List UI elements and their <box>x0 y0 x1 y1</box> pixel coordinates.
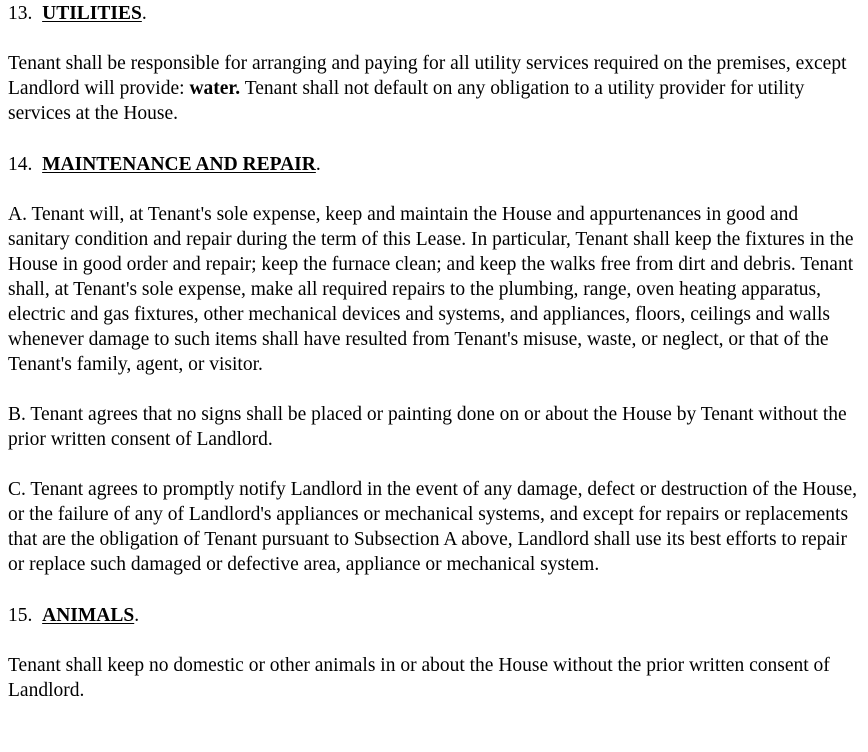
section-13-body-before: Tenant shall be responsible for arranging and paying for all utility services required on the premises, except Landlord will provide: <box>8 53 847 99</box>
section-15-heading <box>8 602 858 628</box>
section-13-body <box>8 51 858 126</box>
section-13-heading <box>8 0 858 26</box>
spacer <box>8 452 858 477</box>
section-14-number: 14. <box>8 154 33 175</box>
section-14-title: MAINTENANCE AND REPAIR <box>42 154 316 175</box>
section-15-title: ANIMALS <box>42 605 135 626</box>
section-15-title-suffix: . <box>134 605 140 626</box>
section-13-body-bold: water. <box>189 78 241 99</box>
section-13-body-after: Tenant shall not default on any obligation to a utility provider for utility services at the House. <box>8 78 805 124</box>
spacer <box>8 377 858 402</box>
section-14-heading <box>8 151 858 177</box>
section-14-title-suffix: . <box>315 154 321 175</box>
section-15-number: 15. <box>8 605 33 626</box>
section-13-title: UTILITIES <box>42 3 142 24</box>
spacer <box>8 177 858 202</box>
section-14-paragraph-b: B. Tenant agrees that no signs shall be placed or painting done on or about the House by Tenant without the prior written consent of Landlord. <box>8 404 847 450</box>
spacer <box>8 126 858 151</box>
section-14-paragraph-a: A. Tenant will, at Tenant's sole expense, keep and maintain the House and appurtenances in good and sanitary condition and repair during the term of this Lease. In particular, Tenant shall keep the fixtures in the House in good order and repair; keep the furnace clean; and keep the walks free from dirt and debris. Tenant shall, at Tenant's sole expense, make all required repairs to the plumbing, range, oven heating apparatus, electric and gas fixtures, other mechanical devices and systems, and appliances, floors, ceilings and walls whenever damage to such items shall have resulted from Tenant's misuse, waste, or neglect, or that of the Tenant's family, agent, or visitor. <box>8 204 854 375</box>
spacer <box>8 628 858 653</box>
spacer <box>8 577 858 602</box>
section-13-number: 13. <box>8 3 33 24</box>
section-15-body: Tenant shall keep no domestic or other animals in or about the House without the prior written consent of Landlord. <box>8 655 830 701</box>
section-14-paragraph-c: C. Tenant agrees to promptly notify Landlord in the event of any damage, defect or destruction of the House, or the failure of any of Landlord's appliances or mechanical systems, and except for repairs or replacements that are the obligation of Tenant pursuant to Subsection A above, Landlord shall use its best efforts to repair or replace such damaged or defective area, appliance or mechanical system. <box>8 479 857 575</box>
spacer <box>8 26 858 51</box>
section-13-title-suffix: . <box>141 3 147 24</box>
